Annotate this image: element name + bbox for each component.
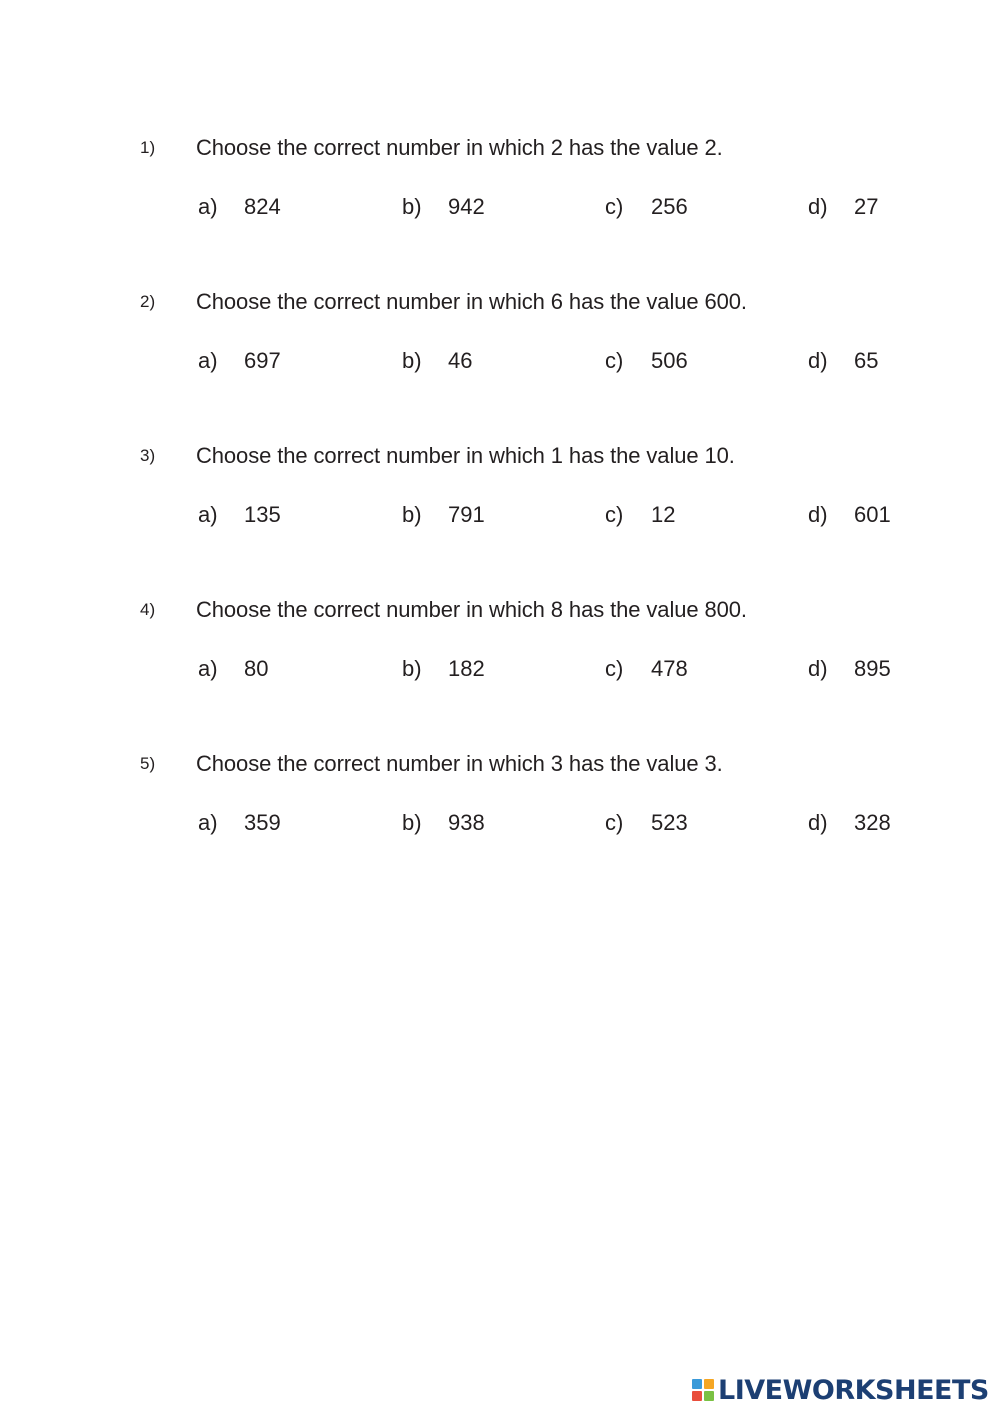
logo-square xyxy=(692,1379,702,1389)
option-value: 256 xyxy=(651,194,688,219)
option-letter: b) xyxy=(402,502,422,527)
option-letter: c) xyxy=(605,810,624,835)
option-a[interactable] xyxy=(198,347,281,375)
option-letter: d) xyxy=(808,656,828,681)
option-letter: b) xyxy=(402,656,422,681)
option-a[interactable] xyxy=(198,193,281,221)
option-letter: c) xyxy=(605,194,624,219)
option-value: 65 xyxy=(854,348,879,373)
option-d[interactable] xyxy=(808,193,878,221)
question-4 xyxy=(0,598,1000,698)
option-letter: c) xyxy=(605,502,624,527)
option-letter: a) xyxy=(198,656,218,681)
option-value: 182 xyxy=(448,656,485,681)
question-5 xyxy=(0,752,1000,852)
option-letter: a) xyxy=(198,502,218,527)
option-c[interactable] xyxy=(605,655,688,683)
option-letter: d) xyxy=(808,194,828,219)
option-value: 46 xyxy=(448,348,473,373)
option-letter: a) xyxy=(198,810,218,835)
option-value: 791 xyxy=(448,502,485,527)
option-letter: c) xyxy=(605,348,624,373)
option-c[interactable] xyxy=(605,809,688,837)
option-b[interactable] xyxy=(402,193,485,221)
option-value: 697 xyxy=(244,348,281,373)
logo-square xyxy=(704,1391,714,1401)
option-letter: b) xyxy=(402,194,422,219)
option-a[interactable] xyxy=(198,655,268,683)
question-text: Choose the correct number in which 3 has the value 3. xyxy=(196,751,723,776)
option-b[interactable] xyxy=(402,347,472,375)
option-d[interactable] xyxy=(808,347,878,375)
option-value: 523 xyxy=(651,810,688,835)
option-d[interactable] xyxy=(808,809,891,837)
option-value: 478 xyxy=(651,656,688,681)
option-letter: d) xyxy=(808,502,828,527)
option-d[interactable] xyxy=(808,655,891,683)
question-1 xyxy=(0,136,1000,236)
option-letter: d) xyxy=(808,810,828,835)
watermark-text: LIVEWORKSHEETS xyxy=(718,1374,989,1406)
option-letter: b) xyxy=(402,348,422,373)
option-value: 601 xyxy=(854,502,891,527)
question-text: Choose the correct number in which 6 has the value 600. xyxy=(196,289,747,314)
option-value: 824 xyxy=(244,194,281,219)
option-b[interactable] xyxy=(402,655,485,683)
option-value: 328 xyxy=(854,810,891,835)
question-text: Choose the correct number in which 2 has the value 2. xyxy=(196,135,723,160)
question-number: 3) xyxy=(140,446,156,465)
question-2 xyxy=(0,290,1000,390)
liveworksheets-watermark[interactable] xyxy=(692,1374,989,1406)
option-b[interactable] xyxy=(402,501,485,529)
option-value: 135 xyxy=(244,502,281,527)
question-number: 1) xyxy=(140,138,156,157)
option-value: 80 xyxy=(244,656,269,681)
option-value: 942 xyxy=(448,194,485,219)
option-d[interactable] xyxy=(808,501,891,529)
option-letter: c) xyxy=(605,656,624,681)
question-3 xyxy=(0,444,1000,544)
option-c[interactable] xyxy=(605,193,688,221)
option-a[interactable] xyxy=(198,501,281,529)
question-text: Choose the correct number in which 1 has the value 10. xyxy=(196,443,735,468)
option-b[interactable] xyxy=(402,809,485,837)
logo-square xyxy=(704,1379,714,1389)
liveworksheets-logo-icon xyxy=(692,1379,714,1401)
option-letter: b) xyxy=(402,810,422,835)
question-number: 5) xyxy=(140,754,156,773)
option-a[interactable] xyxy=(198,809,281,837)
question-number: 2) xyxy=(140,292,156,311)
option-value: 27 xyxy=(854,194,879,219)
option-c[interactable] xyxy=(605,501,675,529)
option-value: 938 xyxy=(448,810,485,835)
option-value: 359 xyxy=(244,810,281,835)
option-c[interactable] xyxy=(605,347,688,375)
option-value: 506 xyxy=(651,348,688,373)
question-text: Choose the correct number in which 8 has the value 800. xyxy=(196,597,747,622)
option-letter: a) xyxy=(198,348,218,373)
option-value: 12 xyxy=(651,502,676,527)
option-value: 895 xyxy=(854,656,891,681)
option-letter: a) xyxy=(198,194,218,219)
option-letter: d) xyxy=(808,348,828,373)
question-number: 4) xyxy=(140,600,156,619)
logo-square xyxy=(692,1391,702,1401)
